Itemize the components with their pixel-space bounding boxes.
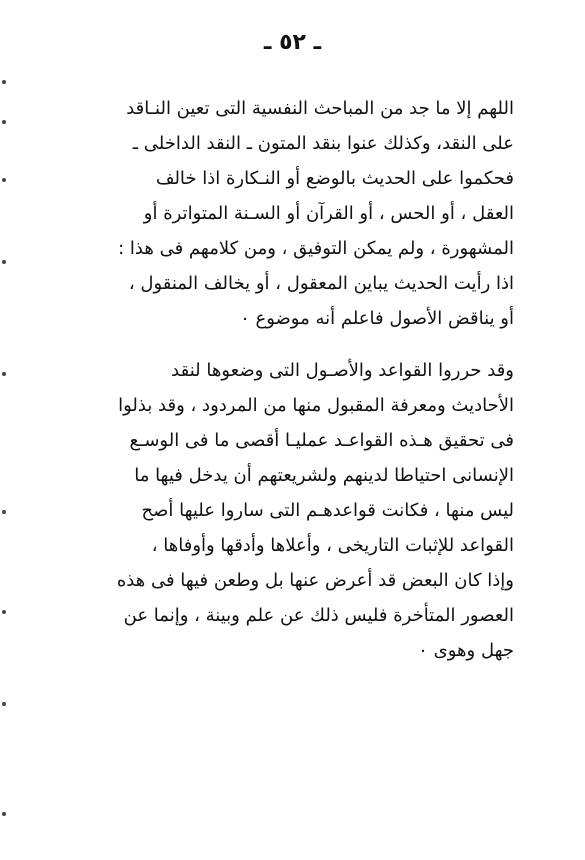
margin-dot — [2, 120, 6, 124]
margin-dot — [2, 260, 6, 264]
margin-dot — [2, 178, 6, 182]
text-line: وقد حرروا القواعد والأصـول التى وضعوها لنقد — [171, 360, 514, 381]
text-line: اذا رأيت الحديث يباين المعقول ، أو يخالف المنقول ، — [128, 273, 514, 294]
text-line: الإنسانى احتياطا لدينهم ولشريعتهم أن يدخل فيها ما — [134, 465, 514, 486]
margin-dot — [2, 702, 6, 706]
text-line: الأحاديث ومعرفة المقبول منها من المردود ، وقد بذلوا — [118, 395, 514, 416]
text-line: القواعد للإثبات التاريخى ، وأعلاها وأدقها وأوفاها ، — [151, 535, 514, 556]
text-line: اللهم إلا ما جد من المباحث النفسية التى تعين النـاقد — [126, 98, 514, 119]
paragraph-1 — [94, 91, 514, 336]
text-line: العقل ، أو الحس ، أو القرآن أو السـنة المتواترة أو — [143, 203, 514, 224]
text-line: ليس منها ، فكانت قواعدهـم التى ساروا عليها أصح — [141, 500, 514, 521]
margin-dot — [2, 372, 6, 376]
margin-dot — [2, 80, 6, 84]
text-line: أو يناقض الأصول فاعلم أنه موضوع ٠ — [240, 308, 514, 329]
text-line: جهل وهوى ٠ — [418, 640, 514, 661]
text-line: فحكموا على الحديث بالوضع أو النـكارة اذا خالف — [155, 168, 514, 189]
page-number: ـ ٥٢ ـ — [263, 30, 322, 55]
margin-dot — [2, 610, 6, 614]
text-line: فى تحقيق هـذه القواعـد عمليـا أقصى ما فى الوسـع — [129, 430, 514, 451]
margin-dot — [2, 510, 6, 514]
margin-dot — [2, 812, 6, 816]
text-line: على النقد، وكذلك عنوا بنقد المتون ـ النقد الداخلى ـ — [132, 133, 514, 154]
text-line: المشهورة ، ولم يمكن التوفيق ، ومن كلامهم فى هذا : — [118, 238, 514, 259]
text-line: العصور المتأخرة فليس ذلك عن علم وبينة ، وإنما عن — [123, 605, 514, 626]
text-line: وإذا كان البعض قد أعرض عنها بل وطعن فيها فى هذه — [116, 570, 514, 591]
paragraph-2 — [94, 353, 514, 668]
